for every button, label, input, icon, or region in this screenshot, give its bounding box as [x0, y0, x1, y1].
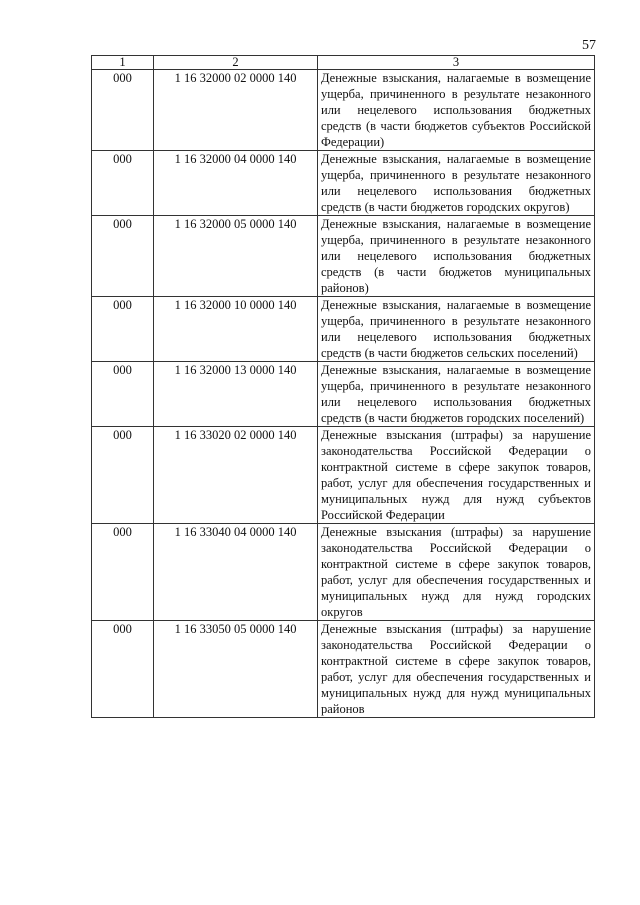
- budget-code-cell: 1 16 33040 04 0000 140: [154, 524, 318, 621]
- description-cell: Денежные взыскания, налагаемые в возмещение ущерба, причиненного в результате незаконного или нецелевого использования бюджетных средств (в части бюджетов городских поселений): [318, 362, 595, 427]
- table-row: [92, 216, 595, 297]
- admin-code-cell: 000: [92, 70, 154, 151]
- revenue-codes-table: [91, 55, 595, 718]
- page-number: 57: [582, 38, 596, 53]
- description-cell: Денежные взыскания (штрафы) за нарушение законодательства Российской Федерации о контрактной системе в сфере закупок товаров, работ, услуг для обеспечения государственных и муниципальных нужд для нужд субъектов Российской Федерации: [318, 427, 595, 524]
- budget-code-cell: 1 16 32000 10 0000 140: [154, 297, 318, 362]
- budget-code-cell: 1 16 32000 02 0000 140: [154, 70, 318, 151]
- admin-code-cell: 000: [92, 216, 154, 297]
- column-header-1: 1: [92, 56, 154, 70]
- table-row: [92, 621, 595, 718]
- admin-code-cell: 000: [92, 297, 154, 362]
- description-cell: Денежные взыскания, налагаемые в возмещение ущерба, причиненного в результате незаконного или нецелевого использования бюджетных средств (в части бюджетов сельских поселений): [318, 297, 595, 362]
- admin-code-cell: 000: [92, 362, 154, 427]
- table-row: [92, 362, 595, 427]
- admin-code-cell: 000: [92, 621, 154, 718]
- budget-code-cell: 1 16 32000 05 0000 140: [154, 216, 318, 297]
- table-row: [92, 524, 595, 621]
- description-cell: Денежные взыскания, налагаемые в возмещение ущерба, причиненного в результате незаконного или нецелевого использования бюджетных средств (в части бюджетов субъектов Российской Федерации): [318, 70, 595, 151]
- admin-code-cell: 000: [92, 151, 154, 216]
- table-row: [92, 151, 595, 216]
- table-row: [92, 297, 595, 362]
- table-row: [92, 427, 595, 524]
- description-cell: Денежные взыскания (штрафы) за нарушение законодательства Российской Федерации о контрактной системе в сфере закупок товаров, работ, услуг для обеспечения государственных и муниципальных нужд для нужд муниципальных районов: [318, 621, 595, 718]
- admin-code-cell: 000: [92, 524, 154, 621]
- description-cell: Денежные взыскания (штрафы) за нарушение законодательства Российской Федерации о контрактной системе в сфере закупок товаров, работ, услуг для обеспечения государственных и муниципальных нужд для нужд городских округов: [318, 524, 595, 621]
- admin-code-cell: 000: [92, 427, 154, 524]
- table-row: [92, 70, 595, 151]
- budget-code-cell: 1 16 33020 02 0000 140: [154, 427, 318, 524]
- budget-code-cell: 1 16 33050 05 0000 140: [154, 621, 318, 718]
- column-header-2: 2: [154, 56, 318, 70]
- table-header-row: [92, 56, 595, 70]
- column-header-3: 3: [318, 56, 595, 70]
- budget-code-cell: 1 16 32000 13 0000 140: [154, 362, 318, 427]
- budget-code-cell: 1 16 32000 04 0000 140: [154, 151, 318, 216]
- description-cell: Денежные взыскания, налагаемые в возмещение ущерба, причиненного в результате незаконного или нецелевого использования бюджетных средств (в части бюджетов городских округов): [318, 151, 595, 216]
- description-cell: Денежные взыскания, налагаемые в возмещение ущерба, причиненного в результате незаконного или нецелевого использования бюджетных средств (в части бюджетов муниципальных районов): [318, 216, 595, 297]
